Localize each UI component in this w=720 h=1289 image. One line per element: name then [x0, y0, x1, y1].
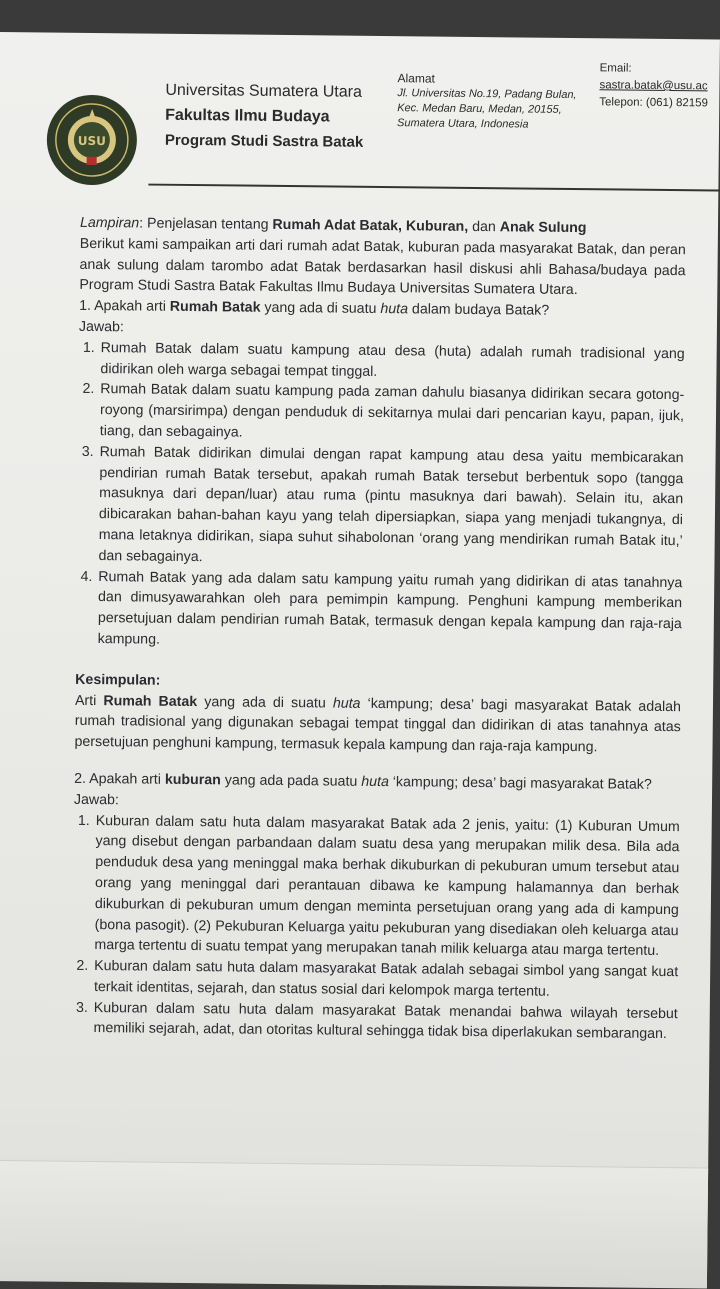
attachment-line: Lampiran: Penjelasan tentang Rumah Adat Batak, Kuburan, dan Anak Sulung: [79, 214, 587, 237]
paper-fold: [0, 1160, 708, 1289]
address-block: [397, 71, 598, 133]
intro-paragraph: Berikut kami sampaikan arti dari rumah adat Batak, kuburan pada masyarakat Batak, dan peran anak sulung dalam tarombo adat Batak berdasarkan hasil diskusi ahli Bahasa/budaya pada Program Studi Sastra Batak Fakultas Ilmu Budaya Universitas Sumatera Utara.: [79, 235, 686, 299]
answer-label-2: Jawab:: [73, 791, 120, 809]
email-label: Email:: [599, 62, 632, 75]
answer-label-1: Jawab:: [78, 318, 124, 336]
attachment-label: Lampiran: [79, 214, 140, 232]
list-item: 1. Rumah Batak dalam suatu kampung atau desa (huta) adalah rumah tradisional yang didirikan oleh warga sebagai tempat tinggal.: [98, 338, 684, 386]
contact-block: [599, 60, 708, 112]
list-item: 2. Kuburan dalam satu huta dalam masyarakat Batak adalah sebagai simbol yang sangat kuat terkait identitas, sejarah, dan status sosial dari kelompok marga tertentu.: [92, 956, 678, 1004]
conclusion-text: Arti Rumah Batak yang ada di suatu huta ‘kampung; desa’ bagi masyarakat Batak adalah rumah tradisional yang digunakan sebagai tempat tinggal dan didirikan di atas tanahnya atas persetujuan penghuni kampung, termasuk kepala kampung dan raja-raja kampung.: [74, 692, 682, 756]
address-text: Jl. Universitas No.19, Padang Bulan, Kec. Medan Baru, Medan, 20155, Sumatera Utara, Indonesia: [397, 87, 577, 131]
conclusion-label: Kesimpulan:: [75, 671, 161, 689]
email-link[interactable]: sastra.batak@usu.ac: [599, 79, 708, 93]
university-logo: [46, 94, 137, 185]
university-name: Universitas Sumatera Utara: [165, 81, 362, 101]
answer-list-1: [76, 338, 685, 656]
list-item: 2. Rumah Batak dalam suatu kampung pada zaman dahulu biasanya didirikan secara gotong-royong (marsirimpa) dengan penduduk di sekitarnya mulai dari pencarian kayu, papan, ijuk, tiang, dan sebagainya.: [98, 379, 685, 448]
university-seal-icon: [46, 94, 137, 185]
letter-body: [71, 213, 686, 1046]
list-item: 4. Rumah Batak yang ada dalam satu kampung yaitu rumah yang didirikan di atas tanahnya dan dimusyawarahkan oleh para pemimpin kampung. Penghuni kampung memberikan persetujuan dalam pendirian rumah Batak, termasuk dengan kepala kampung dan raja-raja kampung.: [96, 567, 683, 656]
list-item: 3. Kuburan dalam satu huta dalam masyarakat Batak menandai bahwa wilayah tersebut memiliki sejarah, adat, dan otoritas kultural sehingga tidak bisa diperlakukan sembarangan.: [91, 998, 677, 1046]
question-1: 1. Apakah arti Rumah Batak yang ada di suatu huta dalam budaya Batak?: [79, 298, 550, 319]
svg-text:USU: USU: [77, 133, 107, 149]
header-divider: [148, 184, 720, 192]
address-label: Alamat: [397, 71, 435, 86]
faculty-name: Fakultas Ilmu Budaya: [165, 106, 330, 126]
program-name: Program Studi Sastra Batak: [164, 131, 364, 151]
question-2: 2. Apakah arti kuburan yang ada pada suatu huta ‘kampung; desa’ bagi masyarakat Batak?: [74, 770, 652, 793]
letter-page: [0, 32, 720, 1287]
answer-list-2: [71, 810, 679, 1045]
list-item: 1. Kuburan dalam satu huta dalam masyarakat Batak ada 2 jenis, yaitu: (1) Kuburan Umum yang disebut dengan parbandaan dalam suatu desa yang merupakan milik desa. Bila ada penduduk desa yang meninggal maka berhak dikuburkan di pekuburan umum tersebut atau orang yang meninggal dari perantauan dibawa ke kampung halamannya dan berhak dikuburkan di pekuburan umum dengan meminta persetujuan orang yang ada di kampung (bona pasogit). (2) Pekuburan Keluarga yaitu pekuburan yang disediakan oleh keluarga atau marga tertentu di suatu tempat yang merupakan tanah milik keluarga atau marga tertentu.: [92, 811, 679, 963]
list-item: 3. Rumah Batak didirikan dimulai dengan rapat kampung atau desa yaitu membicarakan pendirian rumah Batak tersebut, apakah rumah Batak tersebut berbentuk sopo (tangga masuknya dari depan/luar) atau ruma (pintu masuknya dari bawah). Selain itu, akan dibicarakan bahan-bahan kayu yang telah dipersiapkan, siapa yang menjadi tukangnya, di mana letaknya didirikan, siapa suhut sihabolonan ‘orang yang mendirikan rumah Batak itu,’ dan sebagainya.: [96, 442, 683, 573]
phone-number: Telepon: (061) 82159: [599, 96, 709, 110]
